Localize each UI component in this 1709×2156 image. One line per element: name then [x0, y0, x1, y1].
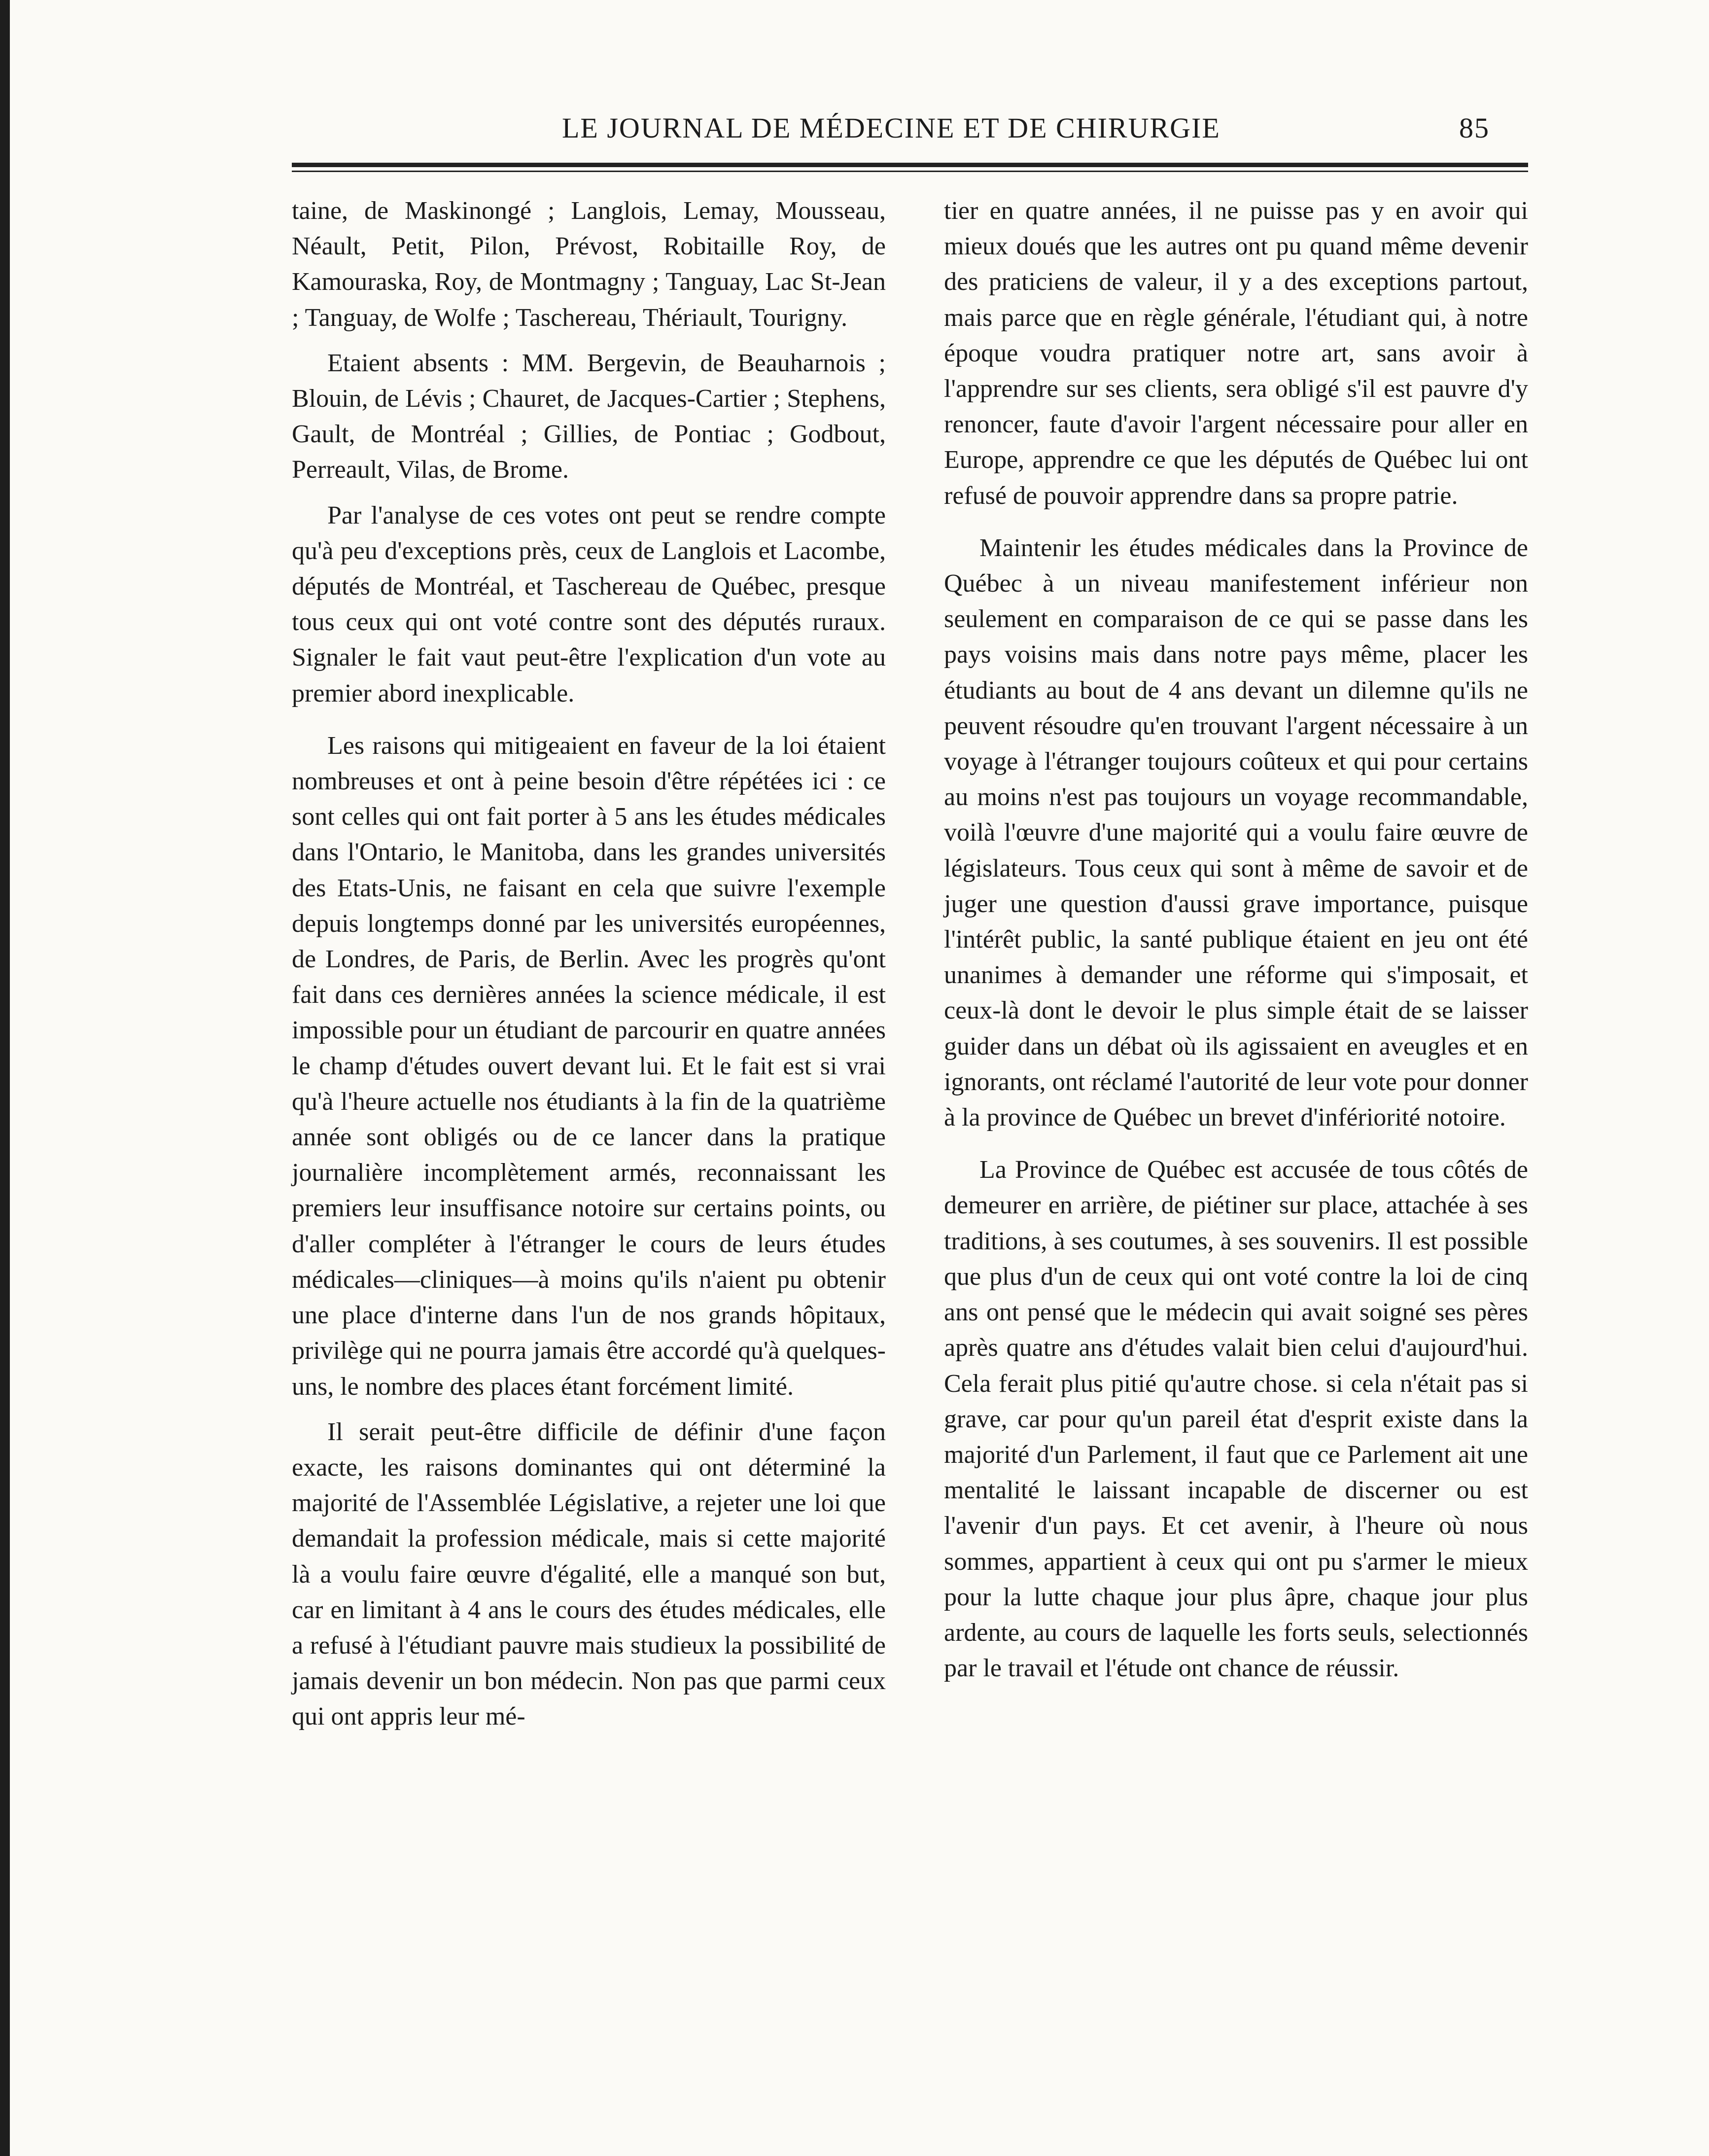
paragraph: taine, de Maskinongé ; Langlois, Lemay, Mousseau, Néault, Petit, Pilon, Prévost, Robitaille Roy, de Kamouraska, Roy, de Montmagny ; Tanguay, Lac St-Jean ; Tanguay, de Wolfe ; Taschereau, Thériault, Tourigny. [292, 197, 886, 332]
paragraph: La Province de Québec est accusée de tous côtés de demeurer en arrière, de piétiner sur place, attachée à ses traditions, à ses coutumes, à ses souvenirs. Il est possible que plus d'un de ceux qui ont voté contre la loi de cinq ans ont pensé que le médecin qui avait soigné ses pères après quatre ans d'études valait bien celui d'aujourd'hui. Cela ferait plus pitié qu'autre chose. si cela n'était pas si grave, car pour qu'un pareil état d'esprit existe dans la majorité d'un Parlement, il faut que ce Parlement ait une mentalité le laissant incapable de discerner ou est l'avenir d'un pays. Et cet avenir, à l'heure où nous sommes, appartient à ceux qui ont pu s'armer le mieux pour la lutte chaque jour plus âpre, chaque jour plus ardente, au cours de laquelle les forts seuls, selectionnés par le travail et l'étude ont chance de réussir. [944, 1156, 1528, 1683]
paragraph: Par l'analyse de ces votes ont peut se rendre compte qu'à peu d'exceptions près, ceux de Langlois et Lacombe, députés de Montréal, et Taschereau de Québec, presque tous ceux qui ont voté contre sont des députés ruraux. Signaler le fait vaut peut-être l'explication d'un vote au premier abord inexplicable. [292, 501, 886, 707]
page-number: 85 [1459, 112, 1490, 144]
header-rule-thin [292, 171, 1528, 172]
journal-title: LE JOURNAL DE MÉDECINE ET DE CHIRURGIE [562, 112, 1221, 144]
left-column [292, 193, 886, 1735]
paragraph: Les raisons qui mitigeaient en faveur de la loi étaient nombreuses et ont à peine besoin d'être répétées ici : ce sont celles qui ont fait porter à 5 ans les études médicales dans l'Ontario, le Manitoba, dans les grandes universités des Etats-Unis, ne faisant en cela que suivre l'exemple depuis longtemps donné par les universités européennes, de Londres, de Paris, de Berlin. Avec les progrès qu'ont fait dans ces dernières années la science médicale, il est impossible pour un étudiant de parcourir en quatre années le champ d'études ouvert devant lui. Et le fait est si vrai qu'à l'heure actuelle nos étudiants à la fin de la quatrième année sont obligés ou de ce lancer dans la pratique journalière incomplètement armés, reconnaissant les premiers leur insuffisance notoire sur certains points, ou d'aller compléter à l'étranger le cours de leurs études médicales—cliniques—à moins qu'ils n'aient pu obtenir une place d'interne dans l'un de nos grands hôpitaux, privilège qui ne pourra jamais être accordé qu'à quelques-uns, le nombre des places étant forcément limité. [292, 731, 886, 1401]
paragraph: tier en quatre années, il ne puisse pas y en avoir qui mieux doués que les autres ont pu quand même devenir des praticiens de valeur, il y a des exceptions partout, mais parce que en règle générale, l'étudiant qui, à notre époque voudra pratiquer notre art, sans avoir à l'apprendre sur ses clients, sera obligé s'il est pauvre d'y renoncer, faute d'avoir l'argent nécessaire pour aller en Europe, apprendre ce que les députés de Québec lui ont refusé de pouvoir apprendre dans sa propre patrie. [944, 197, 1528, 510]
header-rule-thick [292, 163, 1528, 167]
paragraph: Etaient absents : MM. Bergevin, de Beauharnois ; Blouin, de Lévis ; Chauret, de Jacques-Cartier ; Stephens, Gault, de Montréal ; Gillies, de Pontiac ; Godbout, Perreault, Vilas, de Brome. [292, 349, 886, 484]
paragraph: Maintenir les études médicales dans la Province de Québec à un niveau manifestement inférieur non seulement en comparaison de ce qui se passe dans les pays voisins mais dans notre pays même, placer les étudiants au bout de 4 ans devant un dilemne qu'ils ne peuvent résoudre qu'en trouvant l'argent nécessaire à un voyage à l'étranger toujours coûteux et qui pour certains au moins n'est pas toujours un voyage recommandable, voilà l'œuvre d'une majorité qui a voulu faire œuvre de législateurs. Tous ceux qui sont à même de savoir et de juger une question d'aussi grave importance, puisque l'intérêt public, la santé publique étaient en jeu ont été unanimes à demander une réforme qui s'imposait, et ceux-là dont le devoir le plus simple était de se laisser guider dans un débat où ils agissaient en aveugles et en ignorants, ont réclamé l'autorité de leur vote pour donner à la province de Québec un brevet d'infériorité notoire. [944, 533, 1528, 1132]
paragraph: Il serait peut-être difficile de définir d'une façon exacte, les raisons dominantes qui ont déterminé la majorité de l'Assemblée Législative, a rejeter une loi que demandait la profession médicale, mais si cette majorité là a voulu faire œuvre d'égalité, elle a manqué son but, car en limitant à 4 ans le cours des études médicales, elle a refusé à l'étudiant pauvre mais studieux la possibilité de jamais devenir un bon médecin. Non pas que parmi ceux qui ont appris leur mé- [292, 1417, 886, 1731]
binding-edge [0, 0, 10, 2156]
right-column [944, 193, 1528, 1686]
